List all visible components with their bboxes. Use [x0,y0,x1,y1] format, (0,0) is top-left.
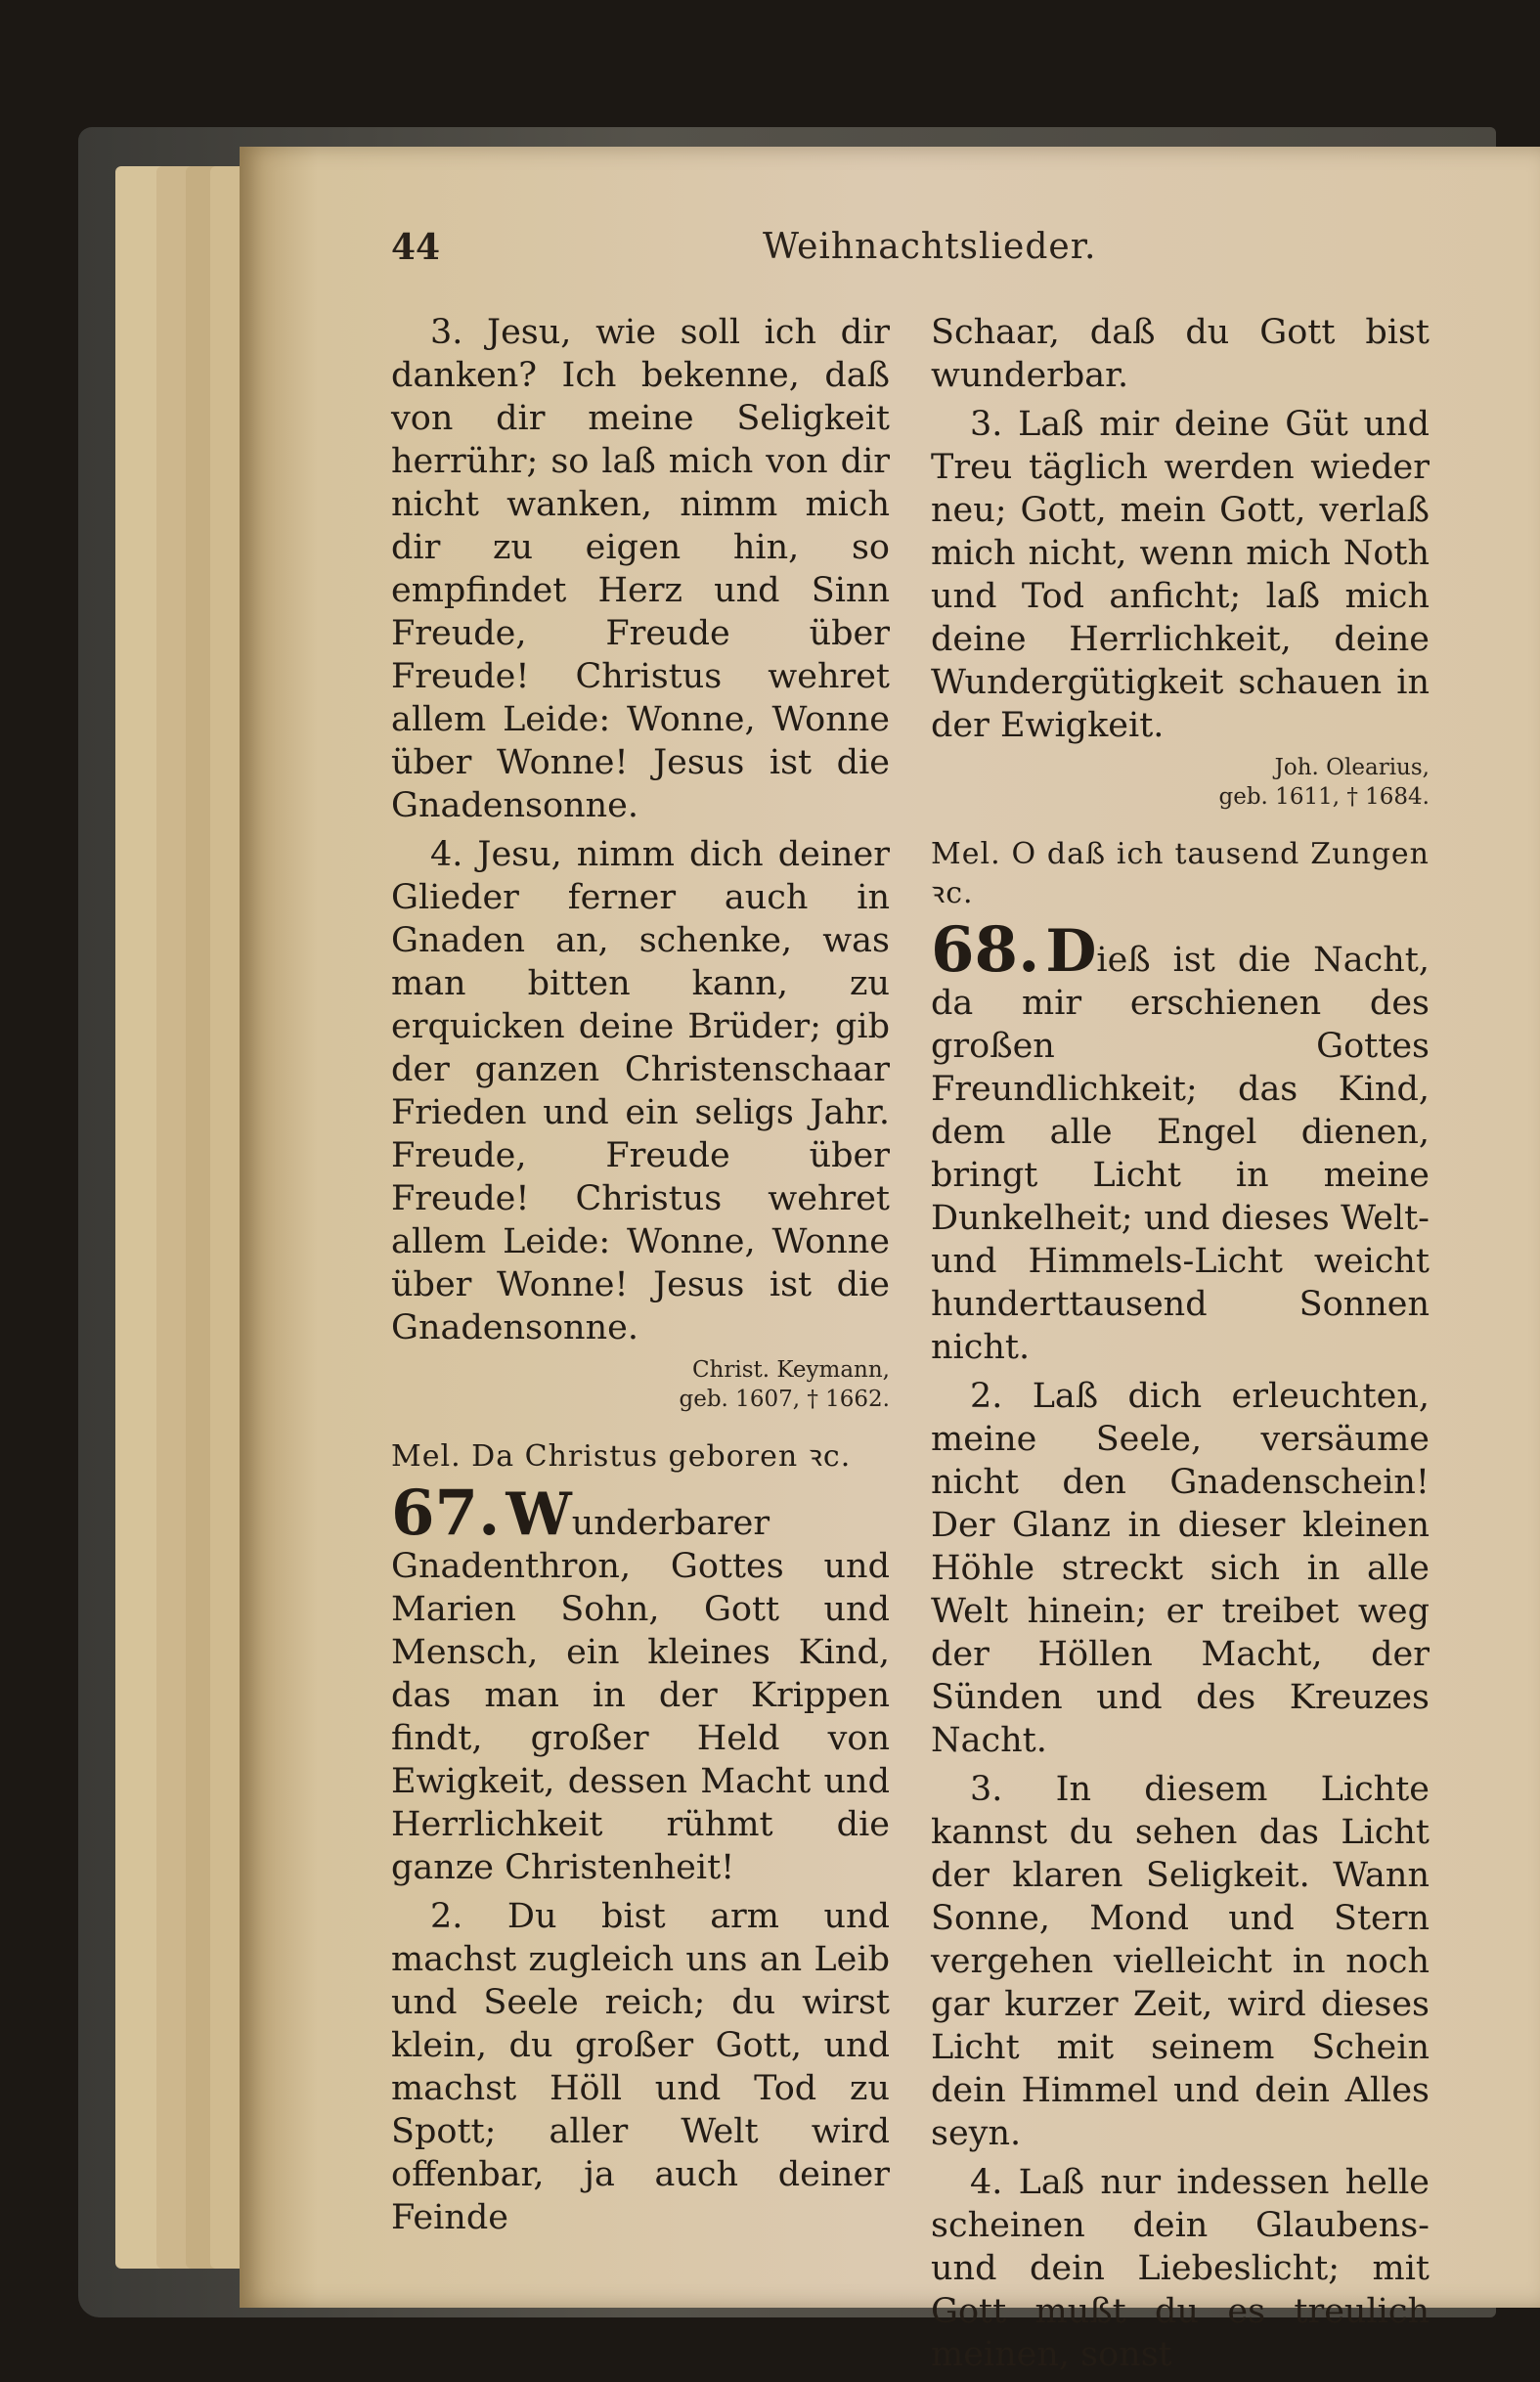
author-dates: geb. 1607, † 1662. [679,1387,890,1412]
hymn-number: 67. [391,1477,501,1550]
stanza: 2. Du bist arm und machst zugleich uns an Leib und Seele reich; du wirst klein, du großer Gott, und machst Höll und Tod zu Spott; aller Welt wird offenbar, ja auch deiner Feinde [391,1897,890,2237]
stanza: 4. Laß nur indessen helle scheinen dein Glaubens- und dein Liebeslicht; mit Gott mußt du es treulich meinen, sonst [931,2163,1430,2374]
author-attribution [391,1355,890,1414]
stanza: 3. Jesu, wie soll ich dir danken? Ich bekenne, daß von dir meine Seligkeit herrühr; so laß mich von dir nicht wanken, nimm mich dir zu eigen hin, so empfindet Herz und Sinn Freude, Freude über Freude! Christus wehret allem Leide: Wonne, Wonne über Wonne! Jesus ist die Gnadensonne. [391,313,890,825]
melody-line: Mel. Da Christus geboren ꝛc. [391,1439,852,1474]
right-column [931,311,1430,2382]
stanza: 4. Jesu, nimm dich deiner Glieder ferner auch in Gnaden an, schenke, was man bitten kann, zu erquicken deine Brüder; gib der ganzen Christenschaar Frieden und ein seligs Jahr. Freude, Freude über Freude! Christus wehret allem Leide: Wonne, Wonne über Wonne! Jesus ist die Gnadensonne. [391,835,890,1347]
author-attribution [931,753,1430,812]
hymn-number: 68. [931,913,1040,987]
left-column [391,311,890,2245]
drop-cap: D [1045,917,1097,986]
stanza: 2. Laß dich erleuchten, meine Seele, versäume nicht den Gnadenschein! Der Glanz in dieser kleinen Höhle streckt sich in alle Welt hinein; er treibet weg der Höllen Macht, der Sünden und des Kreuzes Nacht. [931,1377,1430,1760]
page-header [391,227,1428,276]
hymn-68 [931,913,1430,1369]
stanza: underbarer Gnadenthron, Gottes und Marien Sohn, Gott und Mensch, ein kleines Kind, das man in der Krippen findt, großer Held von Ewigkeit, dessen Macht und Herrlichkeit rühmt die ganze Christenheit! [391,1504,890,1887]
stanza: 3. Laß mir deine Güt und Treu täglich werden wieder neu; Gott, mein Gott, verlaß mich nicht, wenn mich Noth und Tod anficht; laß mich deine Herrlichkeit, deine Wundergütigkeit schauen in der Ewigkeit. [931,405,1430,745]
hymn-67 [391,1477,890,1889]
page-number: 44 [391,227,441,268]
drop-cap: W [506,1480,572,1549]
stanza: 3. In diesem Lichte kannst du sehen das Licht der klaren Seligkeit. Wann Sonne, Mond und Stern vergehen vielleicht in noch gar kurzer Zeit, wird dieses Licht mit seinem Schein dein Himmel und dein Alles seyn. [931,1770,1430,2153]
melody-line: Mel. O daß ich tausend Zungen ꝛc. [931,837,1430,910]
running-head: Weihnachtslieder. [763,227,1097,267]
stanza-continuation: Schaar, daß du Gott bist wunderbar. [931,313,1430,395]
author-dates: geb. 1611, † 1684. [1218,784,1430,810]
author-name: Joh. Olearius, [1274,755,1430,780]
stanza: ieß ist die Nacht, da mir erschienen des großen Gottes Freundlichkeit; das Kind, dem alle Engel dienen, bringt Licht in meine Dunkelheit; und dieses Welt- und Himmels-Licht weicht hunderttausend Sonnen nicht. [931,941,1430,1367]
author-name: Christ. Keymann, [691,1357,890,1383]
